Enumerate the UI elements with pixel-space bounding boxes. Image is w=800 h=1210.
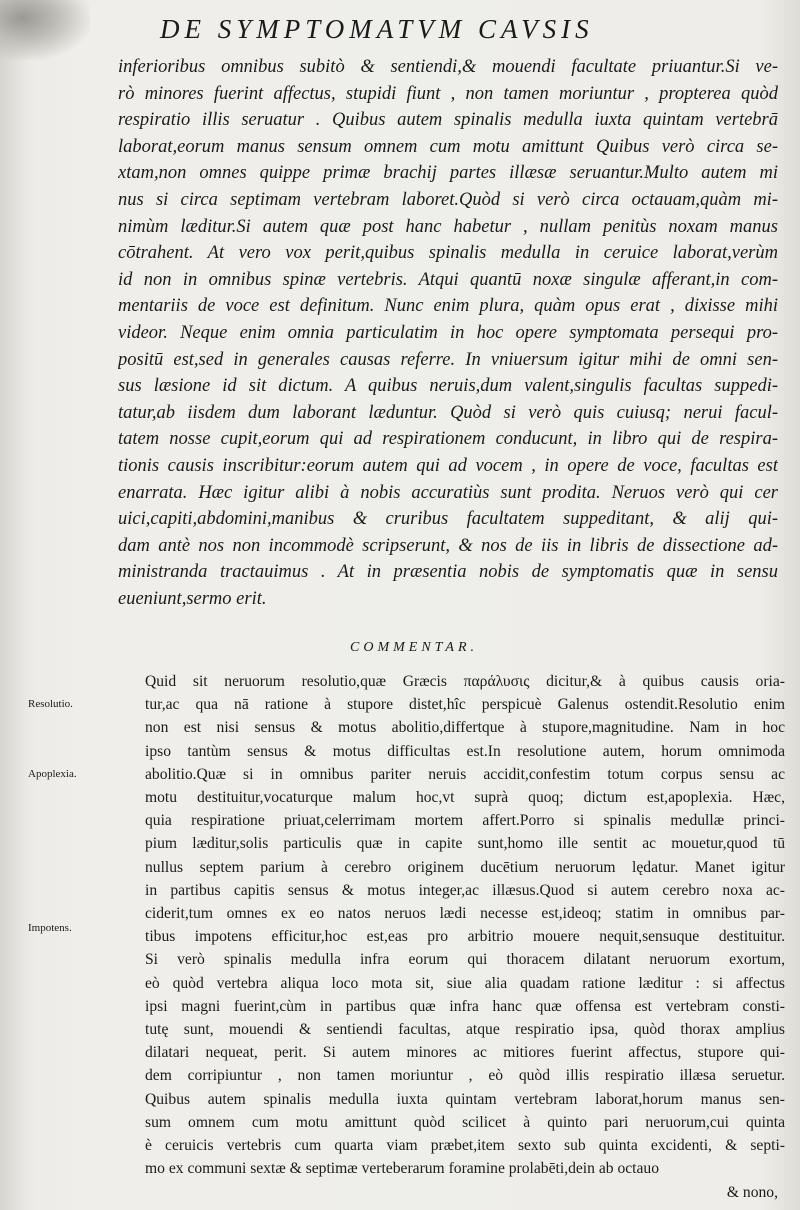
commentary-line: in partibus capitis sensus & motus integer,ac illæsus.Quod si autem cerebro noxa ac- bbox=[145, 881, 785, 899]
commentary-line: abolitio.Quæ si in omnibus pariter neruis accidit,confestim totum corpus sensu ac bbox=[145, 765, 785, 783]
commentary-line: tibus impotens efficitur,hoc est,eas pro arbitrio mouere nequit,sensuque destituitur. bbox=[145, 928, 785, 946]
commentary-line: Quid sit neruorum resolutio,quæ Græcis παράλυσις dicitur,& à quibus causis oria- bbox=[145, 673, 785, 690]
commentary-text-block bbox=[145, 670, 785, 1180]
commentary-line: non est nisi sensus & motus abolitio,differtque à stupore,magnitudine. Nam in hoc bbox=[145, 719, 785, 737]
commentary-line: eò quòd vertebra aliqua loco mota sit, siue alia quadam ratione læditur : si affectus bbox=[145, 974, 785, 992]
main-text-line: rò minores fuerint affectus, stupidi fiunt , non tamen moriuntur , propterea quòd bbox=[118, 83, 778, 104]
main-text-line: xtam,non omnes quippe primæ brachij partes illæsæ seruantur.Multo autem mi bbox=[118, 163, 778, 184]
margin-note-impotens: Impotens. bbox=[28, 922, 72, 934]
main-text-line: eueniunt,sermo erit. bbox=[118, 588, 267, 609]
main-text-line: dam antè nos non incommodè scripserunt, & nos de iis in libris de dissectione ad- bbox=[118, 535, 778, 556]
main-text-line: nus si circa septimam vertebram laboret.Quòd si verò circa octauam,quàm mi- bbox=[118, 189, 778, 210]
commentary-line: motu destituitur,vocaturque malum hoc,vt suprà quoq; dictum est,apoplexia. Hæc, bbox=[145, 789, 785, 807]
main-text-line: respiratio illis seruatur . Quibus autem spinalis medulla iuxta quintam vertebrā bbox=[118, 110, 778, 131]
commentary-line: sum omnem cum motu amittunt quòd scilicet à quinto pari neruorum,cui quinta bbox=[145, 1113, 785, 1131]
main-text-line: ministranda tractauimus . At in præsentia nobis de symptomatis quæ in sensu bbox=[118, 562, 778, 583]
page-stain bbox=[0, 0, 90, 60]
main-text-line: videor. Neque enim omnia particulatim in hoc opere symptomata persequi pro- bbox=[118, 322, 778, 343]
main-text-line: uici,capiti,abdomini,manibus & cruribus facultatem suppeditant, & alij qui- bbox=[118, 509, 778, 530]
commentary-line: ipso tantùm sensus & motus difficultas est.In resolutione autem, horum omnimoda bbox=[145, 742, 785, 760]
commentary-line: tur,ac qua nā ratione à stupore distet,hîc perspicuè Galenus ostendit.Resolutio enim bbox=[145, 696, 785, 714]
main-text-line: tatur,ab iisdem dum laborant læduntur. Quòd si verò quis cuiusq; nerui facul- bbox=[118, 402, 778, 423]
commentary-line: Si verò spinalis medulla infra eorum qui thoracem dilatant neruorum exortum, bbox=[145, 951, 785, 969]
catchword: & nono, bbox=[726, 1184, 778, 1201]
main-text-line: tatem nosse cupit,eorum qui ad respirationem conducunt, in libro qui de respira- bbox=[118, 429, 778, 450]
commentary-line: tutę sunt, mouendi & sentiendi facultas, atque respiratio ipsa, quòd thorax amplius bbox=[145, 1021, 785, 1039]
main-text-line: positū est,sed in generales causas referre. In vniuersum igitur mihi de omni sen- bbox=[118, 349, 778, 370]
main-text-line: id non in omnibus spinæ vertebris. Atqui quantū noxæ singulæ afferant,in com- bbox=[118, 269, 778, 290]
main-text-line: cōtrahent. At vero vox perit,quibus spinalis medulla in ceruice laborat,verùm bbox=[118, 243, 778, 264]
commentary-line: quia respiratione priuat,celerrimam mortem affert.Porro si spinalis medullæ princi- bbox=[145, 812, 785, 830]
page-header: DE SYMPTOMATVM CAVSIS bbox=[160, 14, 594, 44]
commentary-line: Quibus autem spinalis medulla iuxta quintam vertebram laborat,horum manus sen- bbox=[145, 1090, 785, 1108]
main-text-line: tionis causis inscribitur:eorum autem qui ad vocem , in opere de voce, facultas est bbox=[118, 455, 778, 476]
main-text-line: mentariis de voce est definitum. Nunc enim plura, quàm opus erat , dixisse mihi bbox=[118, 296, 778, 317]
main-text-line: sus læsione id sit dictum. A quibus neruis,dum valent,singulis facultas suppedi- bbox=[118, 376, 778, 397]
main-text-line: laborat,eorum manus sensum omnem cum motu amittunt Quibus verò circa se- bbox=[118, 136, 778, 157]
commentary-heading: COMMENTAR. bbox=[350, 640, 479, 655]
commentary-line: ipsi magni fuerint,cùm in partibus quæ infra hanc quæ offensa est vertebram consti- bbox=[145, 997, 785, 1015]
commentary-line: ciderit,tum omnes ex eo natos neruos lædi necesse est,ideoq; statim in omnibus par- bbox=[145, 905, 785, 923]
main-text-block bbox=[118, 54, 778, 612]
margin-note-apoplexia: Apoplexia. bbox=[28, 768, 77, 780]
commentary-line: dem corripiuntur , non tamen moriuntur , eò quòd illis respiratio illæsa seruetur. bbox=[145, 1067, 785, 1085]
commentary-line: dilatari nequeat, perit. Si autem minores ac mitiores fuerint affectus, stupore qui- bbox=[145, 1044, 785, 1062]
main-text-line: nimùm læditur.Si autem quæ post hanc habetur , nullam penitùs noxam manus bbox=[118, 216, 778, 237]
main-text-line: inferioribus omnibus subitò & sentiendi,& mouendi facultate priuantur.Si ve- bbox=[118, 57, 778, 77]
commentary-line: nullus septem parium à cerebro originem ducētium neruorum lędatur. Manet igitur bbox=[145, 858, 785, 876]
commentary-line: pium læditur,solis particulis quæ in capite sunt,homo ille sentit ac mouetur,quod tū bbox=[145, 835, 785, 853]
commentary-line: è ceruicis vertebris cum quarta viam præbet,item sexto sub quinta excidenti, & septi- bbox=[145, 1137, 785, 1155]
main-text-line: enarrata. Hæc igitur alibi à nobis accuratiùs sunt prodita. Neruos verò qui cer bbox=[118, 482, 778, 503]
margin-note-resolutio: Resolutio. bbox=[28, 698, 73, 710]
commentary-line: mo ex communi sextæ & septimæ verteberarum foramine prolabēti,dein ab octauo bbox=[145, 1160, 660, 1178]
